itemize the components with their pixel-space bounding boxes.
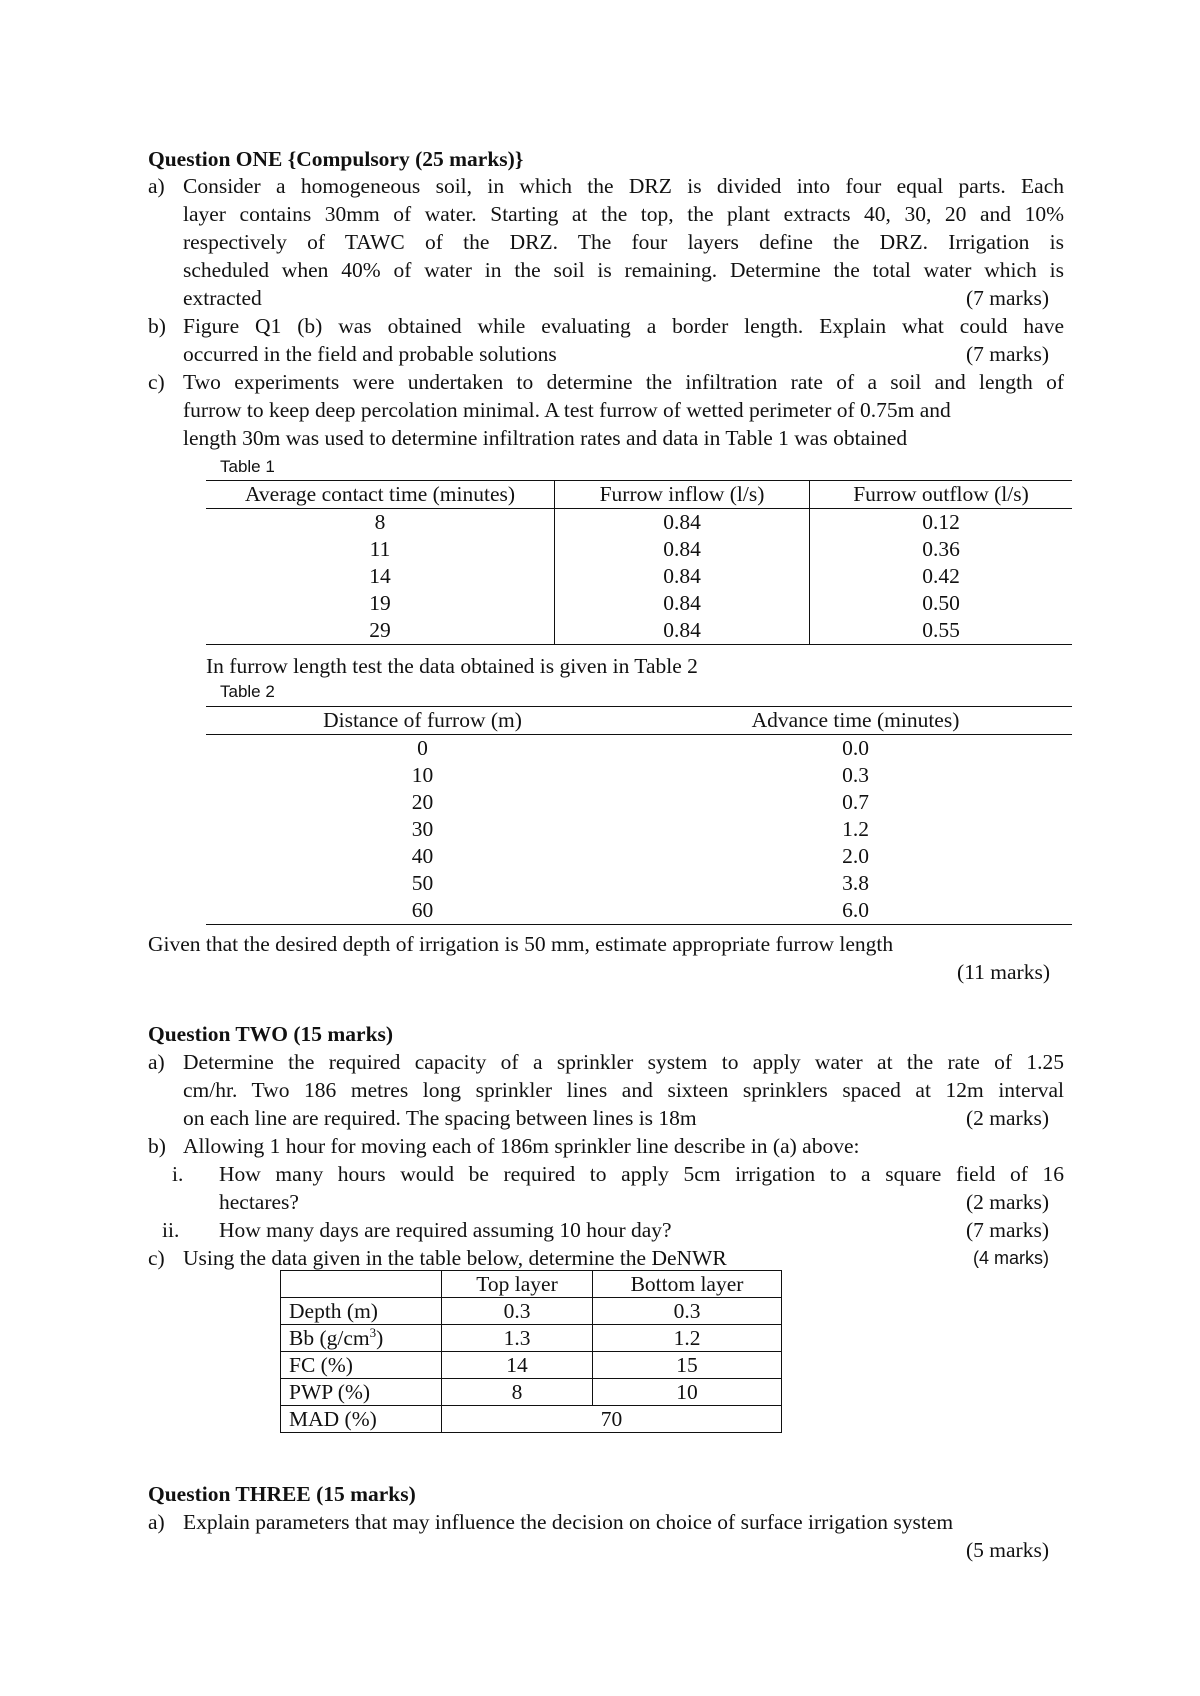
table-cell: 0.42 — [810, 563, 1073, 590]
table-cell: 14 — [442, 1352, 593, 1379]
q2-c-text: Using the data given in the table below, determine the DeNWR — [183, 1246, 727, 1270]
q1-a-label: a) — [148, 174, 165, 198]
table-cell: Depth (m) — [281, 1298, 442, 1325]
q2-b-ii-text: How many days are required assuming 10 hour day? — [219, 1218, 672, 1242]
table-cell: 1.2 — [593, 1325, 782, 1352]
q1-a-line-2: layer contains 30mm of water. Starting at the top, the plant extracts 40, 30, 20 and 10% — [183, 202, 1064, 226]
table-row — [281, 1379, 782, 1406]
table3-header: Bottom layer — [593, 1271, 782, 1298]
q2-b-i-marks: (2 marks) — [966, 1190, 1049, 1214]
table-row — [206, 590, 1072, 617]
table-cell: 0 — [417, 736, 428, 760]
table-cell: 0.84 — [555, 563, 810, 590]
q1-a-line-3: respectively of TAWC of the DRZ. The four layers define the DRZ. Irrigation is — [183, 230, 1064, 254]
q1-a-marks: (7 marks) — [966, 286, 1049, 310]
q2-b-ii-label: ii. — [162, 1218, 180, 1242]
bb-close: ) — [376, 1326, 384, 1350]
table-cell: 1.2 — [842, 817, 869, 841]
q1-c-label: c) — [148, 370, 165, 394]
table-row — [206, 816, 1072, 843]
question-three-title: Question THREE (15 marks) — [148, 1482, 416, 1506]
q2-a-line-1: Determine the required capacity of a sprinkler system to apply water at the rate of 1.25 — [183, 1050, 1064, 1074]
q1-c-line-1: Two experiments were undertaken to determine the infiltration rate of a soil and length of — [183, 370, 1064, 394]
q1-closing — [148, 930, 1050, 986]
q1-a-line-1: Consider a homogeneous soil, in which the DRZ is divided into four equal parts. Each — [183, 174, 1064, 198]
table-cell: 3.8 — [842, 871, 869, 895]
table1-caption: Table 1 — [220, 457, 275, 476]
q1-b-label: b) — [148, 314, 166, 338]
q1-b-line-2: occurred in the field and probable solutions — [183, 342, 557, 366]
q2-a-line-3: on each line are required. The spacing between lines is 18m — [183, 1106, 697, 1130]
table3-header — [281, 1271, 442, 1298]
table-cell: 14 — [369, 564, 391, 588]
q2-a-label: a) — [148, 1050, 165, 1074]
table-cell: 50 — [411, 871, 434, 895]
table2-header-row — [206, 707, 1072, 735]
table-cell: 8 — [442, 1379, 593, 1406]
q2-b-i-line-1: How many hours would be required to apply 5cm irrigation to a square field of 16 — [219, 1162, 1064, 1186]
table-cell: 0.7 — [842, 790, 869, 814]
table-cell: 0.50 — [810, 590, 1073, 617]
q2-c-marks: (4 marks) — [973, 1248, 1049, 1268]
table-cell: 30 — [411, 817, 434, 841]
table-cell: 2.0 — [842, 844, 869, 868]
table3-header-row — [281, 1271, 782, 1298]
table-row — [281, 1406, 782, 1433]
table-row — [206, 617, 1072, 645]
table1-header: Furrow outflow (l/s) — [810, 481, 1073, 509]
q2-a-marks: (2 marks) — [966, 1106, 1049, 1130]
table-cell: 0.84 — [555, 617, 810, 645]
table-cell: 0.3 — [442, 1298, 593, 1325]
table-cell: 0.84 — [555, 509, 810, 537]
q3-a-label: a) — [148, 1510, 165, 1534]
table2-header: Distance of furrow (m) — [206, 707, 639, 735]
q1-b-line-1: Figure Q1 (b) was obtained while evaluating a border length. Explain what could have — [183, 314, 1064, 338]
question-one-title: Question ONE {Compulsory (25 marks)} — [148, 147, 524, 171]
q2-part-c — [148, 1244, 1064, 1272]
table-row — [206, 509, 1072, 537]
table-row — [206, 762, 1072, 789]
table-cell: 40 — [411, 844, 434, 868]
table-cell: 10 — [593, 1379, 782, 1406]
table1-header: Average contact time (minutes) — [206, 481, 555, 509]
q2-b-ii-marks: (7 marks) — [966, 1218, 1049, 1242]
table-cell: 20 — [411, 790, 434, 814]
q2-b-label: b) — [148, 1134, 166, 1158]
q2-part-b — [148, 1132, 1064, 1160]
q1-c-line-3: length 30m was used to determine infiltration rates and data in Table 1 was obtained — [183, 426, 908, 450]
table-cell-bb — [281, 1325, 442, 1352]
table3 — [280, 1270, 782, 1433]
table-cell: PWP (%) — [281, 1379, 442, 1406]
table-cell: 10 — [411, 763, 434, 787]
table2-header: Advance time (minutes) — [639, 707, 1072, 735]
table-row — [206, 789, 1072, 816]
table1-header-row — [206, 481, 1072, 509]
q1-a-line-5: extracted — [183, 286, 262, 310]
question-two-title: Question TWO (15 marks) — [148, 1022, 394, 1046]
table-row — [206, 843, 1072, 870]
table-cell: 0.0 — [842, 736, 869, 760]
q2-b-text: Allowing 1 hour for moving each of 186m sprinkler line describe in (a) above: — [183, 1134, 860, 1158]
table-cell-merged: 70 — [442, 1406, 782, 1433]
q1-c-line-2: furrow to keep deep percolation minimal. A test furrow of wetted perimeter of 0.75m and — [183, 398, 951, 422]
q2-part-b-i — [148, 1160, 1064, 1216]
table-cell: 1.3 — [442, 1325, 593, 1352]
bb-label: Bb (g/cm — [289, 1326, 370, 1350]
q1-part-c — [148, 368, 1064, 452]
table-cell: 60 — [206, 897, 639, 925]
q3-a-text: Explain parameters that may influence the decision on choice of surface irrigation system — [183, 1510, 954, 1534]
q2-b-i-line-2: hectares? — [219, 1190, 299, 1214]
q3-a-marks: (5 marks) — [966, 1538, 1049, 1562]
table-cell: MAD (%) — [281, 1406, 442, 1433]
table1 — [206, 480, 1072, 645]
table-row — [206, 735, 1072, 763]
table-cell: 0.84 — [555, 590, 810, 617]
q1-a-line-4: scheduled when 40% of water in the soil is remaining. Determine the total water which is — [183, 258, 1064, 282]
q3-part-a — [148, 1508, 1064, 1564]
table2-caption: Table 2 — [220, 682, 275, 701]
table-cell: 0.84 — [555, 536, 810, 563]
table1-header: Furrow inflow (l/s) — [555, 481, 810, 509]
q1-b-marks: (7 marks) — [966, 342, 1049, 366]
table-cell: 0.36 — [810, 536, 1073, 563]
table2-intro: In furrow length test the data obtained is given in Table 2 — [206, 654, 698, 678]
table3-header: Top layer — [442, 1271, 593, 1298]
table-cell: FC (%) — [281, 1352, 442, 1379]
table-cell: 15 — [593, 1352, 782, 1379]
q1-part-b — [148, 312, 1064, 368]
table-row — [206, 870, 1072, 897]
table-cell: 29 — [206, 617, 555, 645]
q1-closing-text: Given that the desired depth of irrigation is 50 mm, estimate appropriate furrow length — [148, 932, 894, 956]
q1-closing-marks: (11 marks) — [957, 960, 1050, 984]
table2 — [206, 706, 1072, 925]
table-cell: 0.55 — [810, 617, 1073, 645]
table-row — [281, 1352, 782, 1379]
table-row — [206, 536, 1072, 563]
table-cell: 6.0 — [639, 897, 1072, 925]
q1-part-a — [148, 172, 1064, 312]
table-row — [206, 897, 1072, 925]
bb-superscript: 3 — [369, 1324, 377, 1340]
table-row — [281, 1298, 782, 1325]
q2-b-i-label: i. — [172, 1162, 184, 1186]
q2-a-line-2: cm/hr. Two 186 metres long sprinkler lines and sixteen sprinklers spaced at 12m interval — [183, 1078, 1064, 1102]
q2-c-label: c) — [148, 1246, 165, 1270]
table-row — [281, 1325, 782, 1352]
table-cell: 0.3 — [842, 763, 869, 787]
q2-part-a — [148, 1048, 1064, 1132]
table-row — [206, 563, 1072, 590]
table-cell: 11 — [369, 537, 391, 561]
table-cell: 0.12 — [810, 509, 1073, 537]
q2-part-b-ii — [148, 1216, 1064, 1244]
table-cell: 0.3 — [593, 1298, 782, 1325]
table-cell: 8 — [374, 510, 386, 534]
table-cell: 19 — [369, 591, 391, 615]
